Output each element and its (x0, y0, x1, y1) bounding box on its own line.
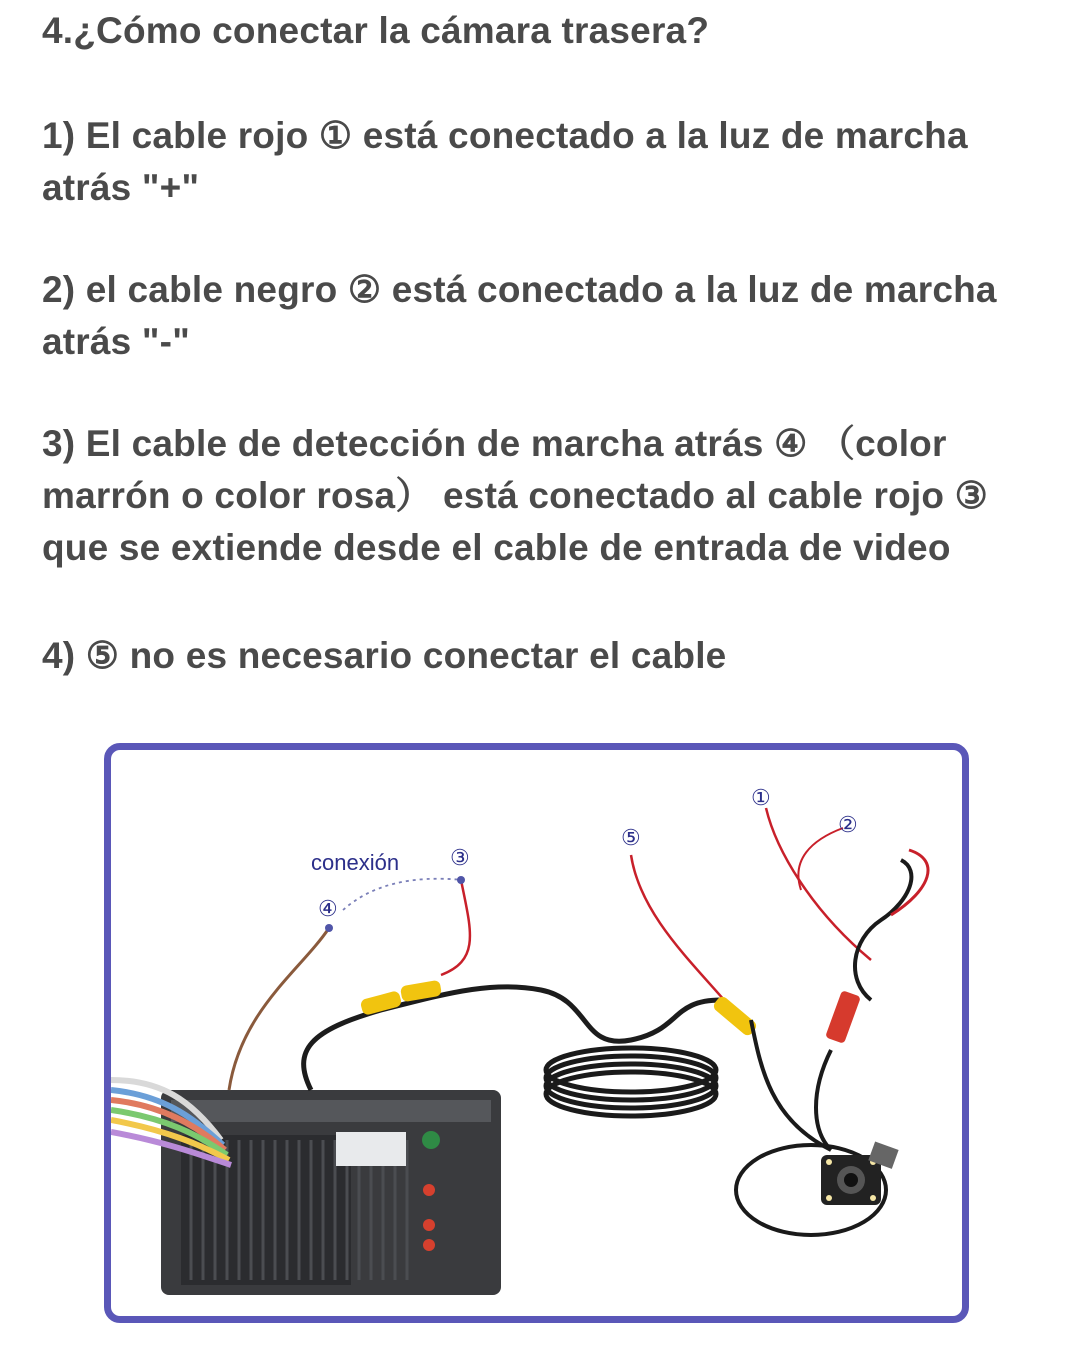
step-2-text: 2) el cable negro ② está conectado a la luz de marcha atrás "-" (42, 269, 997, 362)
coiled-cable (546, 1048, 716, 1116)
step-1-text: 1) El cable rojo ① está conectado a la luz de marcha atrás "+" (42, 115, 968, 208)
brown-wire (229, 928, 329, 1090)
red-wire-3 (441, 880, 470, 975)
marker-5-label: ⑤ (621, 825, 641, 850)
page-title: 4.¿Cómo conectar la cámara trasera? (42, 10, 710, 51)
wiring-illustration (111, 750, 962, 1316)
step-4-text: 4) ⑤ no es necesario conectar el cable (42, 635, 727, 676)
marker-2-label: ② (838, 812, 858, 837)
wire-2 (798, 828, 843, 890)
connection-label: conexión (311, 850, 400, 875)
marker-4-label: ④ (318, 896, 338, 921)
step-3-text: 3) El cable de detección de marcha atrás ④ （color marrón o color rosa） está conectado al cable rojo ③ que se extiende desde el cable de entrada de video (42, 423, 989, 568)
head-unit-image (161, 1090, 501, 1295)
connection-dotted-line (343, 879, 463, 910)
marker-1-label: ① (751, 785, 771, 810)
wire-5 (631, 855, 741, 1020)
wiring-diagram (104, 743, 969, 1323)
marker-3-label: ③ (450, 845, 470, 870)
